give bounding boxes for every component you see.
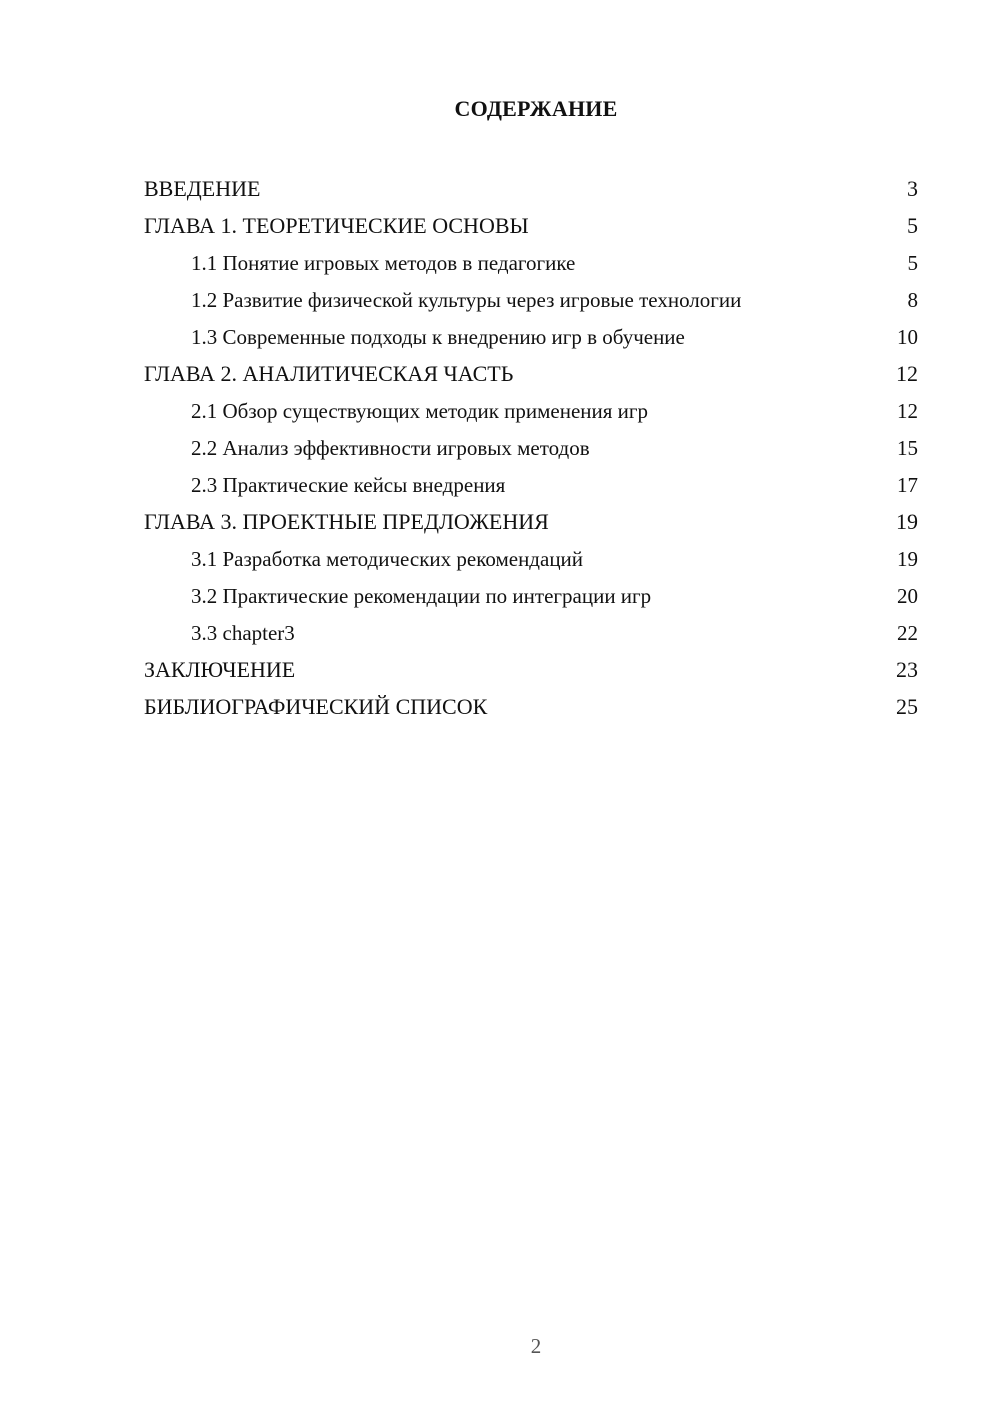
toc-entry-page-number: 23	[896, 656, 918, 682]
toc-entry-page-number: 8	[907, 287, 918, 312]
toc-entry-page-number: 19	[896, 508, 918, 534]
toc-chapter-entry[interactable]	[144, 688, 918, 725]
toc-entry-label: 1.2 Развитие физической культуры через игровые технологии	[191, 287, 742, 312]
toc-entry-label: 2.3 Практические кейсы внедрения	[191, 472, 506, 497]
toc-entry-page-number: 12	[897, 398, 918, 423]
toc-entry-page-number: 15	[897, 435, 918, 460]
toc-section-entry[interactable]	[144, 577, 918, 614]
toc-entry-page-number: 5	[907, 250, 918, 275]
toc-entry-label: БИБЛИОГРАФИЧЕСКИЙ СПИСОК	[144, 693, 488, 719]
toc-section-entry[interactable]	[144, 614, 918, 651]
toc-chapter-entry[interactable]	[144, 651, 918, 688]
toc-entry-page-number: 25	[896, 693, 918, 719]
toc-entry-label: 3.2 Практические рекомендации по интеграции игр	[191, 583, 652, 608]
toc-entry-page-number: 20	[897, 583, 918, 608]
toc-entry-page-number: 5	[907, 212, 918, 238]
toc-entry-label: 2.2 Анализ эффективности игровых методов	[191, 435, 590, 460]
toc-chapter-entry[interactable]	[144, 355, 918, 392]
toc-entry-label: 3.1 Разработка методических рекомендаций	[191, 546, 584, 571]
toc-entry-page-number: 17	[897, 472, 918, 497]
toc-section-entry[interactable]	[144, 318, 918, 355]
toc-section-entry[interactable]	[144, 281, 918, 318]
toc-entry-label: ВВЕДЕНИЕ	[144, 175, 261, 201]
toc-entry-label: 3.3 chapter3	[191, 620, 295, 645]
toc-entry-label: ГЛАВА 3. ПРОЕКТНЫЕ ПРЕДЛОЖЕНИЯ	[144, 508, 549, 534]
toc-chapter-entry[interactable]	[144, 207, 918, 244]
toc-entry-label: 1.1 Понятие игровых методов в педагогике	[191, 250, 576, 275]
toc-chapter-entry[interactable]	[144, 170, 918, 207]
toc-entry-label: ГЛАВА 2. АНАЛИТИЧЕСКАЯ ЧАСТЬ	[144, 360, 514, 386]
toc-entry-page-number: 22	[897, 620, 918, 645]
toc-entry-page-number: 10	[897, 324, 918, 349]
toc-chapter-entry[interactable]	[144, 503, 918, 540]
page-number: 2	[530, 1334, 542, 1358]
toc-entry-label: ГЛАВА 1. ТЕОРЕТИЧЕСКИЕ ОСНОВЫ	[144, 212, 529, 238]
toc-section-entry[interactable]	[144, 392, 918, 429]
toc-entry-label: 2.1 Обзор существующих методик применения игр	[191, 398, 649, 423]
table-of-contents	[144, 170, 918, 725]
toc-entry-page-number: 3	[907, 175, 918, 201]
toc-section-entry[interactable]	[144, 540, 918, 577]
toc-entry-label: ЗАКЛЮЧЕНИЕ	[144, 656, 296, 682]
toc-entry-page-number: 19	[897, 546, 918, 571]
toc-entry-label: 1.3 Современные подходы к внедрению игр в обучение	[191, 324, 685, 349]
toc-entry-page-number: 12	[896, 360, 918, 386]
toc-section-entry[interactable]	[144, 466, 918, 503]
toc-section-entry[interactable]	[144, 244, 918, 281]
toc-section-entry[interactable]	[144, 429, 918, 466]
toc-title: СОДЕРЖАНИЕ	[454, 96, 618, 121]
